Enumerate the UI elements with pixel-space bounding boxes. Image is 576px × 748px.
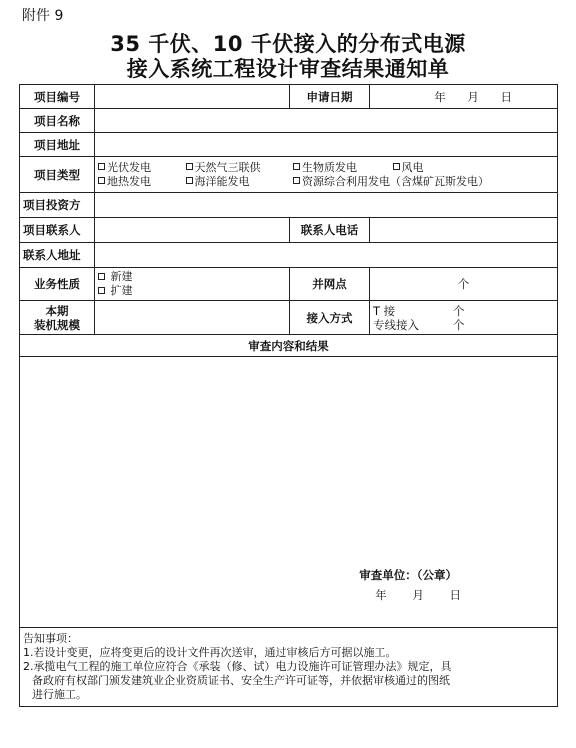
grid-points-field[interactable] (370, 268, 558, 301)
project-no-label: 项目编号 (20, 85, 95, 109)
notice-item-1: 1.若设计变更，应将变更后的设计文件再次送审，通过审核后方可据以施工。 (23, 646, 397, 659)
checkbox-icon[interactable] (98, 163, 105, 170)
checkbox-icon[interactable] (293, 177, 300, 184)
capacity-label-line1: 本期 (45, 303, 69, 318)
business-nature-label: 业务性质 (20, 268, 95, 301)
review-seal-label: 审查单位：（公章） (359, 568, 457, 582)
contact-address-field[interactable] (95, 243, 558, 268)
row-investor (20, 193, 558, 218)
checkbox-icon[interactable] (98, 287, 105, 294)
grid-points-unit: 个 (457, 277, 470, 291)
project-type-options (95, 157, 558, 193)
review-header: 审查内容和结果 (20, 335, 558, 357)
capacity-field[interactable] (95, 301, 290, 335)
review-date-year: 年 (375, 588, 387, 602)
t-connect-label: T 接 (373, 303, 396, 318)
project-name-field[interactable] (95, 109, 558, 133)
row-contact-address (20, 243, 558, 268)
review-date (353, 587, 461, 603)
review-date-month: 月 (412, 588, 424, 602)
row-review-header (20, 335, 558, 357)
nature-option-expand[interactable]: 扩建 (98, 284, 286, 298)
row-review-body (20, 357, 558, 628)
dedicated-line-label: 专线接入 (373, 317, 419, 332)
apply-date-field[interactable] (370, 85, 558, 109)
notice-item-2-line1: 2.承揽电气工程的施工单位应符合《承装（修、试）电力设施许可证管理办法》规定，具 (23, 660, 452, 673)
document-title-line2: 接入系统工程设计审查结果通知单 (126, 57, 450, 81)
type-option-geo[interactable]: 地热发电 (98, 175, 182, 189)
contact-field[interactable] (95, 218, 290, 243)
project-address-label: 项目地址 (20, 133, 95, 157)
project-name-label: 项目名称 (20, 109, 95, 133)
row-project-no (20, 85, 558, 109)
type-option-gas[interactable]: 天然气三联供 (186, 161, 290, 175)
access-mode-label: 接入方式 (290, 301, 370, 335)
notice-item-2-line2: 备政府有权部门颁发建筑业企业资质证书、安全生产许可证等，并依据审核通过的图纸 (32, 674, 450, 687)
checkbox-icon[interactable] (98, 177, 105, 184)
attachment-label: 附件 9 (22, 8, 64, 24)
checkbox-icon[interactable] (98, 273, 105, 280)
contact-phone-label: 联系人电话 (290, 218, 370, 243)
row-project-type (20, 157, 558, 193)
checkbox-icon[interactable] (393, 163, 400, 170)
apply-date-label: 申请日期 (290, 85, 370, 109)
type-option-pv[interactable]: 光伏发电 (98, 161, 182, 175)
row-project-name (20, 109, 558, 133)
notice-section (20, 628, 558, 707)
row-contact (20, 218, 558, 243)
access-mode-options (370, 301, 558, 335)
notice-title: 告知事项： (23, 632, 78, 645)
row-project-address (20, 133, 558, 157)
type-option-bio[interactable]: 生物质发电 (293, 161, 389, 175)
capacity-label (20, 301, 95, 335)
project-address-field[interactable] (95, 133, 558, 157)
type-option-ocean[interactable]: 海洋能发电 (186, 175, 290, 189)
row-capacity (20, 301, 558, 335)
checkbox-icon[interactable] (186, 163, 193, 170)
project-type-label: 项目类型 (20, 157, 95, 193)
investor-label: 项目投资方 (20, 193, 95, 218)
row-business-nature (20, 268, 558, 301)
apply-date-year: 年 (434, 89, 446, 104)
capacity-label-line2: 装机规模 (34, 317, 80, 332)
notice-item-2-line3: 进行施工。 (32, 688, 87, 701)
type-option-resource[interactable]: 资源综合利用发电（含煤矿瓦斯发电） (293, 175, 489, 189)
grid-points-label: 并网点 (290, 268, 370, 301)
apply-date-day: 日 (500, 89, 512, 104)
contact-label: 项目联系人 (20, 218, 95, 243)
type-option-wind[interactable]: 风电 (393, 161, 424, 175)
investor-field[interactable] (95, 193, 558, 218)
checkbox-icon[interactable] (293, 163, 300, 170)
review-date-day: 日 (449, 588, 461, 602)
nature-option-new[interactable]: 新建 (98, 270, 286, 284)
dedicated-line-unit: 个 (453, 317, 465, 332)
apply-date-month: 月 (467, 89, 479, 104)
review-content-area[interactable] (20, 357, 558, 628)
review-form-table (19, 84, 558, 707)
business-nature-options (95, 268, 290, 301)
row-notice (20, 628, 558, 707)
document-title-line1: 35 千伏、10 千伏接入的分布式电源 (110, 32, 466, 56)
project-no-field[interactable] (95, 85, 290, 109)
contact-phone-field[interactable] (370, 218, 558, 243)
t-connect-unit: 个 (453, 303, 465, 318)
checkbox-icon[interactable] (186, 177, 193, 184)
contact-address-label: 联系人地址 (20, 243, 95, 268)
